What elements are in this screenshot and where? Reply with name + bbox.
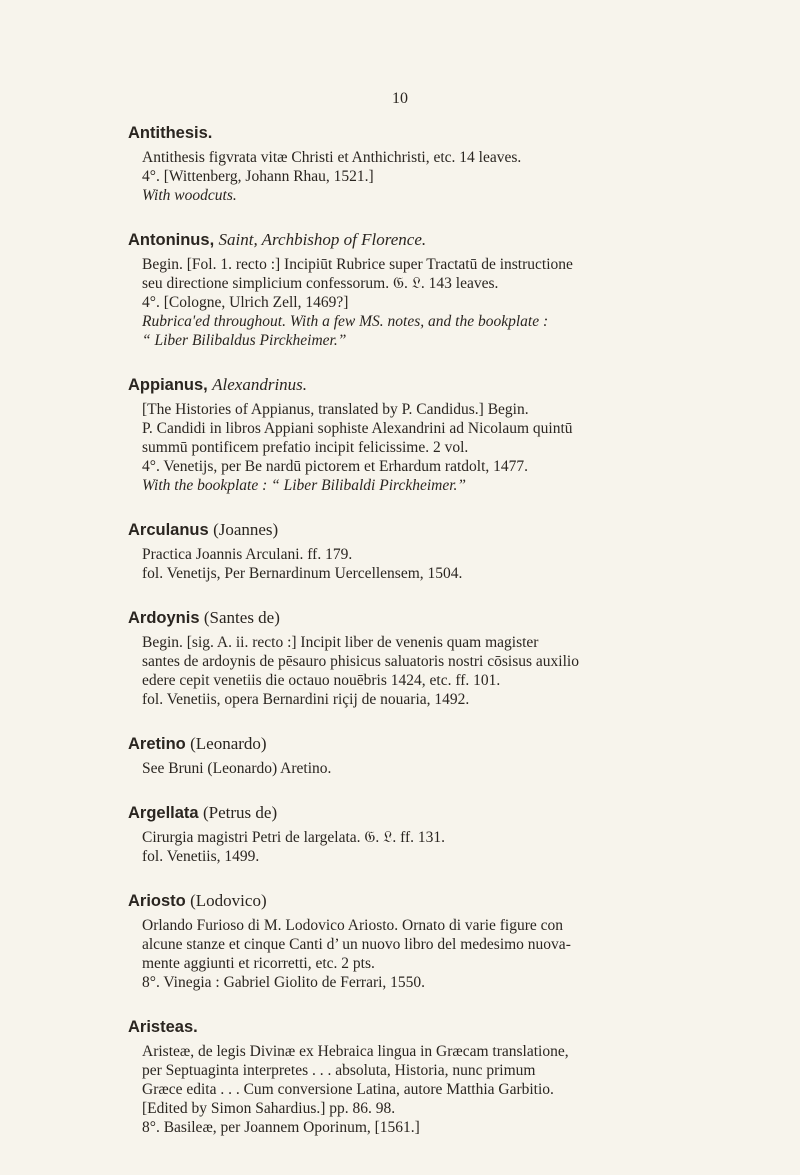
entry-name: Antithesis. xyxy=(128,124,213,142)
entry-ardoynis xyxy=(128,605,758,709)
entry-qualifier: (Lodovico) xyxy=(190,891,267,910)
entry-appianus xyxy=(128,372,758,495)
entry-line: See Bruni (Leonardo) Aretino. xyxy=(142,760,332,777)
entry-heading xyxy=(128,517,758,542)
entry-antoninus xyxy=(128,227,758,350)
entry-line: Practica Joannis Arculani. ff. 179. xyxy=(142,546,353,563)
entry-name: Arculanus xyxy=(128,521,209,539)
entry-heading xyxy=(128,227,758,252)
entry-list xyxy=(128,120,758,1159)
entry-line: Orlando Furioso di M. Lodovico Ariosto. Ornato di varie figure con xyxy=(142,917,564,934)
entry-name: Antoninus, xyxy=(128,231,215,249)
entry-qualifier: (Petrus de) xyxy=(202,803,278,822)
page-number: 10 xyxy=(392,90,408,107)
entry-heading xyxy=(128,120,758,145)
entry-name: Ariosto xyxy=(128,892,186,910)
entry-line: [Edited by Simon Sahardius.] pp. 86. 98. xyxy=(142,1100,396,1117)
entry-line: With the bookplate : “ Liber Bilibaldi Pirckheimer.” xyxy=(142,477,467,494)
entry-antithesis xyxy=(128,120,758,205)
entry-line: 8°. Vinegia : Gabriel Giolito de Ferrari, 1550. xyxy=(142,974,426,991)
entry-line: per Septuaginta interpretes . . . absoluta, Historia, nunc primum xyxy=(142,1062,536,1079)
entry-line: Græce edita . . . Cum conversione Latina, autore Matthia Garbitio. xyxy=(142,1081,554,1098)
entry-qualifier: Alexandrinus. xyxy=(212,375,308,394)
entry-heading xyxy=(128,888,758,913)
entry-line: With woodcuts. xyxy=(142,187,237,204)
entry-ariosto xyxy=(128,888,758,992)
entry-line: Aristeæ, de legis Divinæ ex Hebraica lingua in Græcam translatione, xyxy=(142,1043,569,1060)
entry-line: Rubrica'ed throughout. With a few MS. notes, and the bookplate : xyxy=(142,313,549,330)
entry-line: P. Candidi in libros Appiani sophiste Alexandrini ad Nicolaum quintū xyxy=(142,420,573,437)
entry-line: fol. Venetijs, Per Bernardinum Uercellensem, 1504. xyxy=(142,565,463,582)
entry-line: Antithesis figvrata vitæ Christi et Anthichristi, etc. 14 leaves. xyxy=(142,149,522,166)
entry-line: 8°. Basileæ, per Joannem Oporinum, [1561.] xyxy=(142,1119,420,1136)
entry-aristeas xyxy=(128,1014,758,1137)
entry-line: seu directione simplicium confessorum. 𝔊. 𝔏. 143 leaves. xyxy=(142,275,499,292)
entry-line: alcune stanze et cinque Canti d’ un nuovo libro del medesimo nuova- xyxy=(142,936,571,953)
entry-line: 4°. [Wittenberg, Johann Rhau, 1521.] xyxy=(142,168,374,185)
entry-name: Appianus, xyxy=(128,376,208,394)
entry-line: edere cepit venetiis die octauo nouēbris 1424, etc. ff. 101. xyxy=(142,672,501,689)
entry-line: summū pontificem prefatio incipit felicissime. 2 vol. xyxy=(142,439,469,456)
entry-arculanus xyxy=(128,517,758,583)
entry-line: santes de ardoynis de pēsauro phisicus saluatoris nostri cōsisus auxilio xyxy=(142,653,579,670)
entry-line: 4°. Venetijs, per Be nardū pictorem et Erhardum ratdolt, 1477. xyxy=(142,458,528,475)
entry-qualifier: (Leonardo) xyxy=(190,734,267,753)
entry-heading xyxy=(128,1014,758,1039)
entry-argellata xyxy=(128,800,758,866)
entry-line: “ Liber Bilibaldus Pirckheimer.” xyxy=(142,332,347,349)
entry-name: Aretino xyxy=(128,735,186,753)
entry-aretino xyxy=(128,731,758,778)
entry-qualifier: Saint, Archbishop of Florence. xyxy=(218,230,427,249)
entry-line: Begin. [Fol. 1. recto :] Incipiūt Rubrice super Tractatū de instructione xyxy=(142,256,573,273)
entry-line: 4°. [Cologne, Ulrich Zell, 1469?] xyxy=(142,294,349,311)
entry-line: Cirurgia magistri Petri de largelata. 𝔊. 𝔏. ff. 131. xyxy=(142,829,446,846)
entry-heading xyxy=(128,731,758,756)
entry-name: Argellata xyxy=(128,804,199,822)
entry-line: fol. Venetiis, opera Bernardini riçij de nouaria, 1492. xyxy=(142,691,470,708)
entry-line: Begin. [sig. A. ii. recto :] Incipit liber de venenis quam magister xyxy=(142,634,539,651)
entry-line: [The Histories of Appianus, translated by P. Candidus.] Begin. xyxy=(142,401,529,418)
entry-name: Aristeas. xyxy=(128,1018,198,1036)
entry-line: fol. Venetiis, 1499. xyxy=(142,848,260,865)
entry-heading xyxy=(128,605,758,630)
entry-heading xyxy=(128,372,758,397)
entry-line: mente aggiunti et ricorretti, etc. 2 pts. xyxy=(142,955,375,972)
entry-heading xyxy=(128,800,758,825)
entry-name: Ardoynis xyxy=(128,609,200,627)
entry-qualifier: (Joannes) xyxy=(213,520,279,539)
entry-qualifier: (Santes de) xyxy=(203,608,280,627)
